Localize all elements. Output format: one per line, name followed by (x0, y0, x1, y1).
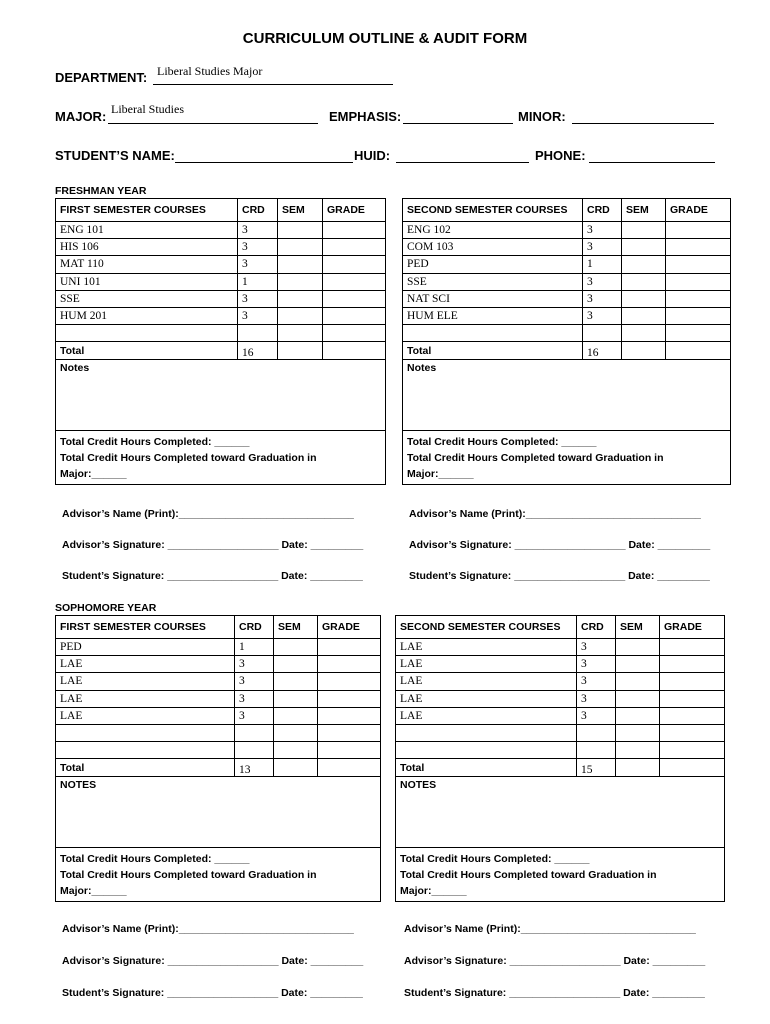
course-cell[interactable] (396, 742, 577, 759)
table-header-row (56, 199, 386, 222)
credit-summary (56, 848, 381, 902)
crd-cell[interactable]: 3 (577, 690, 616, 707)
grade-cell[interactable] (666, 325, 731, 342)
sophomore-second-advisor-name: Advisor’s Name (Print):______________________________ (404, 923, 696, 935)
crd-header: CRD (577, 616, 616, 639)
table-row (56, 656, 381, 673)
sem-cell[interactable] (278, 239, 323, 256)
sem-cell[interactable] (278, 290, 323, 307)
course-cell[interactable]: HUM 201 (56, 307, 238, 324)
crd-cell[interactable]: 3 (238, 290, 278, 307)
course-cell[interactable]: LAE (396, 656, 577, 673)
course-cell[interactable]: ENG 102 (403, 222, 583, 239)
table-row (56, 273, 386, 290)
grade-cell[interactable] (323, 273, 386, 290)
freshman-first-semester-table (55, 198, 386, 485)
total-grade (318, 759, 381, 777)
sophomore-second-semester-table (395, 615, 725, 902)
crd-cell[interactable]: 1 (238, 273, 278, 290)
sem-cell[interactable] (616, 724, 660, 741)
grade-cell[interactable] (318, 742, 381, 759)
total-row (56, 342, 386, 360)
notes-row (396, 777, 725, 848)
total-completed-label: Total Credit Hours Completed: ______ (400, 853, 590, 866)
grade-cell[interactable] (323, 239, 386, 256)
courses-header: FIRST SEMESTER COURSES (56, 199, 238, 222)
freshman-second-student-signature: Student’s Signature: ___________________ Date: _________ (409, 570, 710, 582)
course-cell[interactable]: SSE (56, 290, 238, 307)
crd-header: CRD (235, 616, 274, 639)
sem-cell[interactable] (616, 690, 660, 707)
courses-header: SECOND SEMESTER COURSES (396, 616, 577, 639)
total-sem (274, 759, 318, 777)
table-row (403, 239, 731, 256)
sem-cell[interactable] (616, 673, 660, 690)
table-row (56, 222, 386, 239)
total-grade (660, 759, 725, 777)
table-row (396, 707, 725, 724)
course-cell[interactable] (396, 724, 577, 741)
sem-header: SEM (274, 616, 318, 639)
sem-cell[interactable] (274, 656, 318, 673)
grade-cell[interactable] (323, 325, 386, 342)
crd-cell[interactable]: 3 (577, 656, 616, 673)
sem-cell[interactable] (622, 256, 666, 273)
student-name-label: STUDENT’S NAME: (55, 148, 175, 163)
sem-cell[interactable] (622, 273, 666, 290)
table-row (403, 290, 731, 307)
sophomore-second-advisor-signature: Advisor’s Signature: ___________________ Date: _________ (404, 955, 706, 967)
notes-row (56, 360, 386, 431)
phone-label: PHONE: (535, 148, 586, 163)
course-cell[interactable]: PED (403, 256, 583, 273)
notes-box[interactable] (56, 360, 386, 431)
table-row (56, 325, 386, 342)
minor-field[interactable] (572, 109, 714, 124)
sem-cell[interactable] (622, 307, 666, 324)
freshman-first-advisor-signature: Advisor’s Signature: ___________________ Date: _________ (62, 539, 364, 551)
sem-header: SEM (278, 199, 323, 222)
table-row (56, 239, 386, 256)
grade-cell[interactable] (660, 724, 725, 741)
table-header-row (56, 616, 381, 639)
table-row (403, 273, 731, 290)
toward-graduation-label: Total Credit Hours Completed toward Graduation in Major:______ (407, 452, 664, 481)
table-row (403, 256, 731, 273)
sem-cell[interactable] (278, 325, 323, 342)
crd-cell[interactable] (235, 724, 274, 741)
crd-cell[interactable] (238, 325, 278, 342)
course-cell[interactable]: LAE (396, 707, 577, 724)
sem-cell[interactable] (274, 707, 318, 724)
crd-cell[interactable] (583, 325, 622, 342)
crd-cell[interactable]: 3 (577, 639, 616, 656)
course-cell[interactable]: SSE (403, 273, 583, 290)
notes-label: NOTES (60, 779, 97, 792)
total-sem (616, 759, 660, 777)
freshman-first-advisor-name: Advisor’s Name (Print):______________________________ (62, 508, 354, 520)
crd-cell[interactable]: 3 (583, 290, 622, 307)
sem-cell[interactable] (274, 673, 318, 690)
grade-cell[interactable] (660, 656, 725, 673)
summary-row (56, 431, 386, 485)
crd-cell[interactable] (577, 724, 616, 741)
table-row (396, 656, 725, 673)
course-cell[interactable]: LAE (396, 690, 577, 707)
total-sem (622, 342, 666, 360)
sophomore-second-student-signature: Student’s Signature: ___________________ Date: _________ (404, 987, 705, 999)
table-row (56, 707, 381, 724)
sem-header: SEM (616, 616, 660, 639)
total-row (396, 759, 725, 777)
crd-cell[interactable]: 3 (583, 273, 622, 290)
sophomore-year-label: SOPHOMORE YEAR (55, 602, 157, 614)
grade-cell[interactable] (666, 222, 731, 239)
total-row (403, 342, 731, 360)
crd-cell[interactable] (577, 742, 616, 759)
total-grade (666, 342, 731, 360)
total-completed-label: Total Credit Hours Completed: ______ (60, 853, 250, 866)
total-grade (323, 342, 386, 360)
phone-field[interactable] (589, 148, 715, 163)
sem-cell[interactable] (274, 742, 318, 759)
crd-cell[interactable]: 3 (238, 256, 278, 273)
course-cell[interactable]: ENG 101 (56, 222, 238, 239)
sophomore-first-student-signature: Student’s Signature: ___________________ Date: _________ (62, 987, 363, 999)
crd-cell[interactable]: 3 (583, 307, 622, 324)
toward-graduation-label: Total Credit Hours Completed toward Graduation in Major:______ (60, 452, 317, 481)
total-crd: 15 (577, 759, 616, 777)
table-row (396, 724, 725, 741)
table-row (56, 742, 381, 759)
credit-summary (56, 431, 386, 485)
course-cell[interactable]: LAE (396, 673, 577, 690)
table-row (56, 673, 381, 690)
grade-header: GRADE (323, 199, 386, 222)
crd-cell[interactable]: 3 (238, 239, 278, 256)
sem-cell[interactable] (616, 742, 660, 759)
table-row (56, 256, 386, 273)
grade-cell[interactable] (318, 639, 381, 656)
course-cell[interactable]: COM 103 (403, 239, 583, 256)
course-cell[interactable] (56, 325, 238, 342)
course-cell[interactable]: HIS 106 (56, 239, 238, 256)
notes-label: Notes (407, 362, 437, 375)
sem-cell[interactable] (622, 325, 666, 342)
form-title: CURRICULUM OUTLINE & AUDIT FORM (242, 30, 528, 47)
course-cell[interactable]: LAE (56, 707, 235, 724)
table-row (396, 673, 725, 690)
crd-cell[interactable]: 3 (577, 707, 616, 724)
table-header-row (396, 616, 725, 639)
total-label: Total (396, 759, 577, 777)
grade-header: GRADE (660, 616, 725, 639)
table-row (56, 724, 381, 741)
crd-cell[interactable] (235, 742, 274, 759)
total-completed-label: Total Credit Hours Completed: ______ (407, 436, 597, 449)
huid-field[interactable] (396, 148, 529, 163)
table-row (56, 690, 381, 707)
grade-cell[interactable] (666, 273, 731, 290)
department-value: Liberal Studies Major (157, 64, 263, 78)
total-completed-label: Total Credit Hours Completed: ______ (60, 436, 250, 449)
sem-header: SEM (622, 199, 666, 222)
course-cell[interactable]: LAE (56, 656, 235, 673)
sem-cell[interactable] (622, 239, 666, 256)
grade-cell[interactable] (660, 707, 725, 724)
freshman-first-student-signature: Student’s Signature: ___________________ Date: _________ (62, 570, 363, 582)
credit-summary (396, 848, 725, 902)
sem-cell[interactable] (278, 273, 323, 290)
toward-graduation-label: Total Credit Hours Completed toward Graduation in Major:______ (60, 869, 317, 898)
crd-cell[interactable]: 1 (583, 256, 622, 273)
sem-cell[interactable] (616, 707, 660, 724)
course-cell[interactable]: PED (56, 639, 235, 656)
table-row (403, 222, 731, 239)
course-cell[interactable]: LAE (56, 673, 235, 690)
emphasis-label: EMPHASIS: (329, 109, 402, 124)
freshman-second-advisor-name: Advisor’s Name (Print):______________________________ (409, 508, 701, 520)
course-cell[interactable]: NAT SCI (403, 290, 583, 307)
course-cell[interactable]: HUM ELE (403, 307, 583, 324)
grade-cell[interactable] (323, 290, 386, 307)
sophomore-first-advisor-name: Advisor’s Name (Print):______________________________ (62, 923, 354, 935)
sem-cell[interactable] (616, 639, 660, 656)
notes-row (403, 360, 731, 431)
course-cell[interactable]: UNI 101 (56, 273, 238, 290)
grade-cell[interactable] (323, 256, 386, 273)
table-header-row (403, 199, 731, 222)
grade-cell[interactable] (318, 690, 381, 707)
total-crd: 16 (583, 342, 622, 360)
table-row (56, 639, 381, 656)
course-cell[interactable]: LAE (56, 690, 235, 707)
freshman-second-semester-table (402, 198, 731, 485)
minor-label: MINOR: (518, 109, 566, 124)
total-label: Total (56, 342, 238, 360)
grade-cell[interactable] (318, 656, 381, 673)
credit-summary (403, 431, 731, 485)
table-row (403, 325, 731, 342)
grade-cell[interactable] (666, 256, 731, 273)
grade-cell[interactable] (318, 673, 381, 690)
crd-cell[interactable]: 3 (235, 690, 274, 707)
notes-box[interactable] (56, 777, 381, 848)
crd-cell[interactable]: 3 (577, 673, 616, 690)
grade-header: GRADE (666, 199, 731, 222)
grade-cell[interactable] (323, 307, 386, 324)
total-crd: 13 (235, 759, 274, 777)
grade-cell[interactable] (660, 742, 725, 759)
table-row (396, 639, 725, 656)
total-sem (278, 342, 323, 360)
grade-cell[interactable] (660, 690, 725, 707)
sophomore-first-semester-table (55, 615, 381, 902)
notes-label: Notes (60, 362, 90, 375)
major-value: Liberal Studies (111, 102, 184, 116)
notes-row (56, 777, 381, 848)
sem-cell[interactable] (622, 290, 666, 307)
huid-label: HUID: (354, 148, 391, 163)
grade-cell[interactable] (660, 673, 725, 690)
sophomore-first-advisor-signature: Advisor’s Signature: ___________________ Date: _________ (62, 955, 364, 967)
course-cell[interactable] (403, 325, 583, 342)
notes-box[interactable] (403, 360, 731, 431)
table-row (396, 690, 725, 707)
freshman-year-label: FRESHMAN YEAR (55, 185, 147, 197)
grade-cell[interactable] (660, 639, 725, 656)
table-row (56, 307, 386, 324)
sem-cell[interactable] (278, 222, 323, 239)
course-cell[interactable]: MAT 110 (56, 256, 238, 273)
crd-cell[interactable]: 3 (238, 222, 278, 239)
crd-cell[interactable]: 3 (235, 673, 274, 690)
grade-header: GRADE (318, 616, 381, 639)
total-label: Total (403, 342, 583, 360)
grade-cell[interactable] (666, 239, 731, 256)
course-cell[interactable]: LAE (396, 639, 577, 656)
sem-cell[interactable] (622, 222, 666, 239)
summary-row (403, 431, 731, 485)
sem-cell[interactable] (616, 656, 660, 673)
total-row (56, 759, 381, 777)
toward-graduation-label: Total Credit Hours Completed toward Graduation in Major:______ (400, 869, 657, 898)
crd-cell[interactable]: 3 (235, 707, 274, 724)
summary-row (396, 848, 725, 902)
sem-cell[interactable] (278, 256, 323, 273)
crd-cell[interactable]: 3 (238, 307, 278, 324)
table-row (403, 307, 731, 324)
freshman-second-advisor-signature: Advisor’s Signature: ___________________ Date: _________ (409, 539, 711, 551)
courses-header: FIRST SEMESTER COURSES (56, 616, 235, 639)
notes-box[interactable] (396, 777, 725, 848)
grade-cell[interactable] (318, 724, 381, 741)
crd-cell[interactable]: 3 (583, 222, 622, 239)
major-label: MAJOR: (55, 109, 107, 124)
total-crd: 16 (238, 342, 278, 360)
courses-header: SECOND SEMESTER COURSES (403, 199, 583, 222)
sem-cell[interactable] (274, 639, 318, 656)
emphasis-field[interactable] (403, 109, 513, 124)
sem-cell[interactable] (278, 307, 323, 324)
crd-header: CRD (238, 199, 278, 222)
crd-cell[interactable]: 3 (235, 656, 274, 673)
crd-cell[interactable]: 1 (235, 639, 274, 656)
department-label: DEPARTMENT: (55, 70, 148, 85)
course-cell[interactable] (56, 724, 235, 741)
course-cell[interactable] (56, 742, 235, 759)
student-name-field[interactable] (175, 148, 353, 163)
crd-cell[interactable]: 3 (583, 239, 622, 256)
grade-cell[interactable] (318, 707, 381, 724)
sem-cell[interactable] (274, 690, 318, 707)
sem-cell[interactable] (274, 724, 318, 741)
table-row (56, 290, 386, 307)
grade-cell[interactable] (666, 307, 731, 324)
crd-header: CRD (583, 199, 622, 222)
grade-cell[interactable] (666, 290, 731, 307)
grade-cell[interactable] (323, 222, 386, 239)
total-label: Total (56, 759, 235, 777)
notes-label: NOTES (400, 779, 437, 792)
table-row (396, 742, 725, 759)
summary-row (56, 848, 381, 902)
